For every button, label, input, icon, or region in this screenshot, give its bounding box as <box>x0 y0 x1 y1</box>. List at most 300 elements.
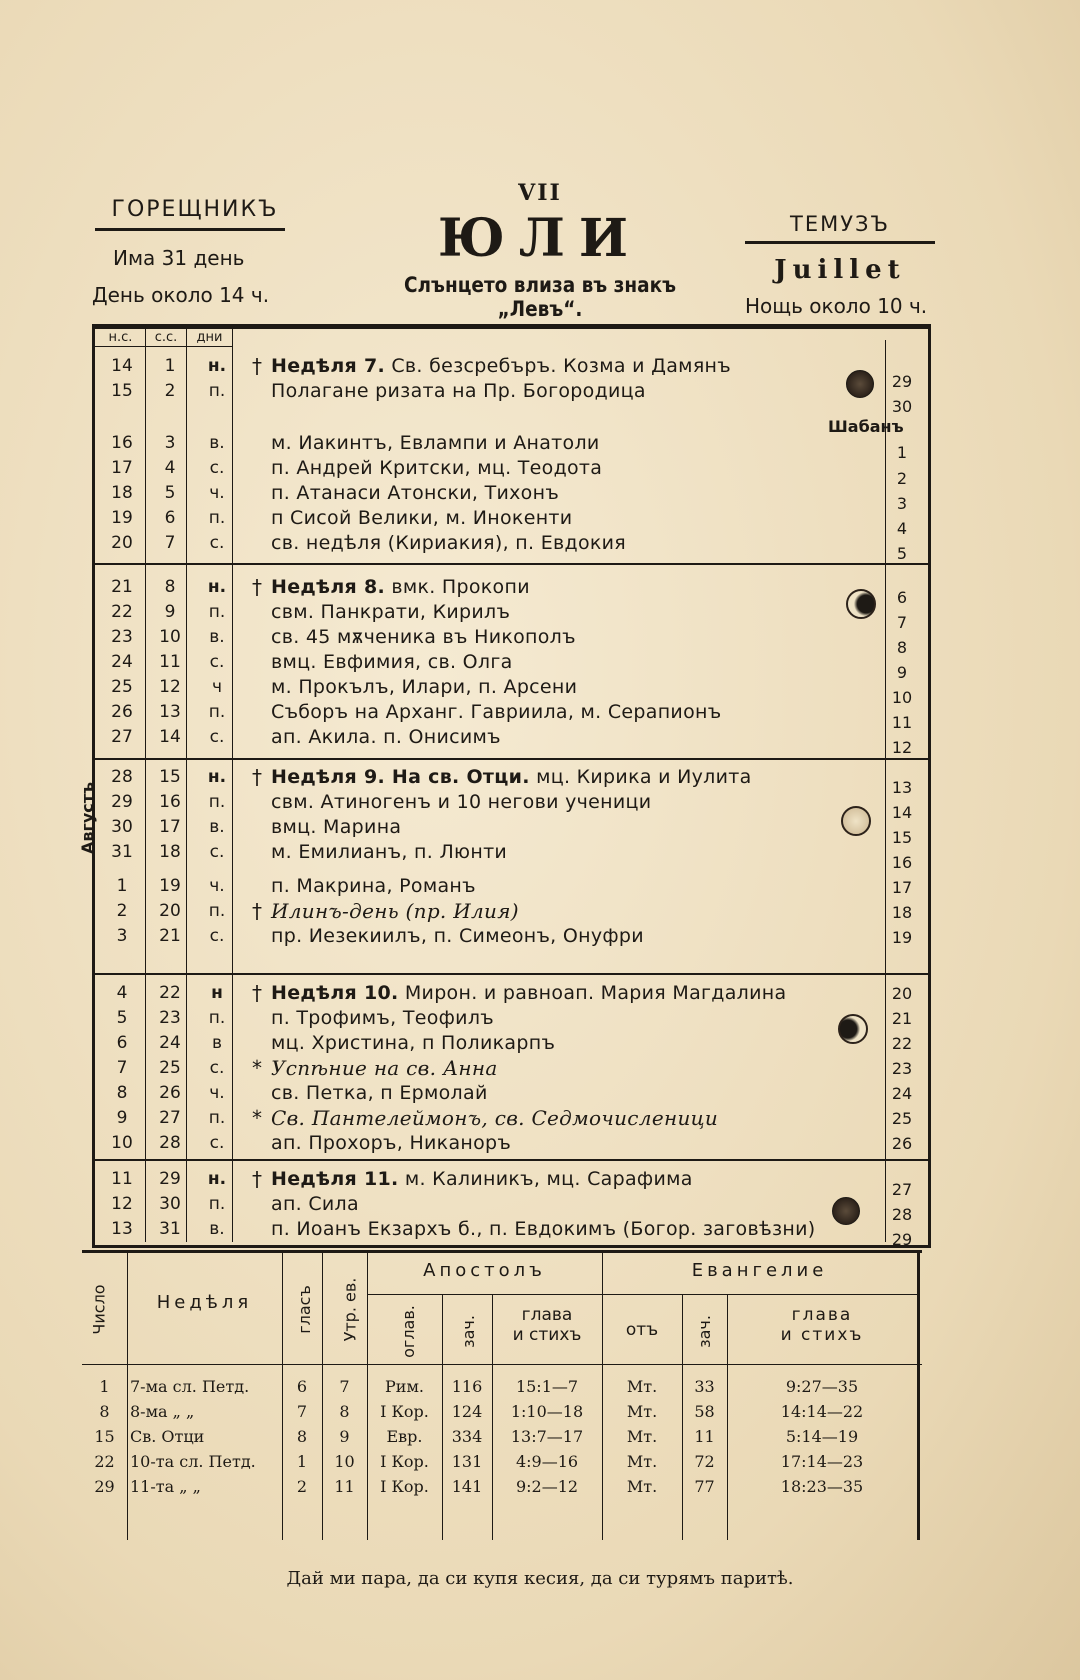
new-style-date: 19 <box>111 508 133 528</box>
saints-of-day <box>271 924 881 949</box>
weekday: п. <box>208 792 226 812</box>
weekday: ч. <box>209 1083 225 1103</box>
sunday-label: Недѣля 11. <box>271 1168 399 1190</box>
week-sep-1 <box>95 563 930 565</box>
reading-morning-gospel: 8 <box>339 1402 350 1421</box>
day-row <box>96 1031 896 1056</box>
august-label: Августъ <box>78 781 97 854</box>
feast-mark: † <box>252 899 262 923</box>
day-row <box>96 1131 896 1156</box>
new-style-date: 6 <box>116 1033 128 1053</box>
reading-apostle-zach: 131 <box>451 1452 483 1471</box>
weekday: с. <box>209 458 225 478</box>
saints-text: п Сисой Велики, м. Инокенти <box>271 507 573 529</box>
old-style-date: 19 <box>159 876 181 896</box>
saints-text: ап. Сила <box>271 1193 359 1215</box>
hijri-day: 4 <box>896 519 908 538</box>
night-length: Нощь около 10 ч. <box>745 294 928 318</box>
old-style-date: 23 <box>159 1008 181 1028</box>
saints-text: п. Андрей Критски, мц. Теодота <box>271 457 603 479</box>
day-row <box>96 600 896 625</box>
old-style-date: 11 <box>159 652 181 672</box>
hijri-day: 13 <box>891 778 913 797</box>
saints-text: св. 45 мѫченика въ Никополъ <box>271 626 576 648</box>
reading-gospel-book: Мт. <box>626 1377 658 1396</box>
feast-mark: † <box>252 981 262 1005</box>
new-style-date: 14 <box>111 356 133 376</box>
day-row <box>96 840 896 865</box>
reading-week: 8-ма „ „ <box>130 1402 195 1421</box>
reading-gospel-zach: 11 <box>694 1427 715 1446</box>
new-style-date: 5 <box>116 1008 128 1028</box>
saints-text: св. недѣля (Кириакия), п. Евдокия <box>271 532 627 554</box>
saints-of-day <box>271 481 881 506</box>
day-row <box>96 675 896 700</box>
hijri-day: 12 <box>891 738 913 757</box>
saints-text: Св. безсребъръ. Козма и Дамянъ <box>384 355 731 377</box>
old-style-date: 20 <box>159 901 181 921</box>
reading-apostle-book: I Кор. <box>380 1452 429 1471</box>
reading-apostle-zach: 124 <box>451 1402 483 1421</box>
reading-morning-gospel: 10 <box>334 1452 355 1471</box>
col-header-days: дни <box>196 330 223 345</box>
day-row <box>96 1167 896 1192</box>
hijri-day: 10 <box>891 688 913 707</box>
sunday-label: Недѣля 9. На св. Отци. <box>271 766 530 788</box>
sun-sign-note: Слънцето влиза въ знакъ „Левъ“. <box>403 273 677 321</box>
weekday: с. <box>209 1058 225 1078</box>
day-row <box>96 575 896 600</box>
tbl-head-rule <box>82 1364 922 1365</box>
weekday: п. <box>208 702 226 722</box>
saints-of-day <box>271 1081 881 1106</box>
right-title-rule-top <box>745 241 935 244</box>
new-moon-icon <box>841 806 871 836</box>
week-sep-4 <box>95 1159 930 1161</box>
new-style-date: 22 <box>111 602 133 622</box>
reading-glas: 8 <box>296 1427 308 1446</box>
weekday: ч <box>211 677 223 697</box>
saints-of-day <box>271 1056 881 1082</box>
new-style-date: 28 <box>111 767 133 787</box>
old-style-date: 13 <box>159 702 181 722</box>
saints-of-day <box>271 531 881 556</box>
saints-of-day <box>271 575 881 600</box>
hijri-day: 3 <box>896 494 908 513</box>
feast-mark: † <box>252 354 262 378</box>
hijri-day: 30 <box>891 397 913 416</box>
month-name-turkish: ТЕМУЗЪ <box>790 212 890 236</box>
hijri-day: 24 <box>891 1084 913 1103</box>
weekday: ч. <box>209 483 225 503</box>
new-style-date: 30 <box>111 817 133 837</box>
saints-of-day <box>271 790 881 815</box>
weekday: с. <box>209 842 225 862</box>
day-row <box>96 790 896 815</box>
old-style-date: 28 <box>159 1133 181 1153</box>
last-quarter-moon-icon <box>846 589 876 619</box>
reading-morning-gospel: 11 <box>334 1477 355 1496</box>
day-row <box>96 815 896 840</box>
old-style-date: 27 <box>159 1108 181 1128</box>
saints-of-day <box>271 431 881 456</box>
day-row <box>96 456 896 481</box>
col-header-old-style: с.с. <box>154 330 178 345</box>
weekday: п. <box>208 381 226 401</box>
weekday: в. <box>209 817 225 837</box>
old-style-date: 31 <box>159 1219 181 1239</box>
day-row <box>96 1106 896 1131</box>
th-chapter: глава и стихъ <box>512 1305 582 1345</box>
days-in-month: Има 31 день <box>113 246 245 270</box>
weekday: п. <box>208 901 226 921</box>
saints-text: м. Прокълъ, Илари, п. Арсени <box>271 676 578 698</box>
new-style-date: 25 <box>111 677 133 697</box>
old-style-date: 25 <box>159 1058 181 1078</box>
old-style-date: 21 <box>159 926 181 946</box>
new-style-date: 9 <box>116 1108 128 1128</box>
saints-text: м. Иакинтъ, Евлампи и Анатоли <box>271 432 600 454</box>
reading-apostle-chapter: 15:1—7 <box>515 1377 579 1396</box>
hijri-day: 15 <box>891 828 913 847</box>
hijri-day: 7 <box>896 613 908 632</box>
reading-glas: 1 <box>296 1452 308 1471</box>
weekday: н. <box>207 356 227 376</box>
weekday: н <box>211 983 223 1003</box>
old-style-date: 16 <box>159 792 181 812</box>
old-style-date: 9 <box>164 602 176 622</box>
reading-gospel-chapter: 17:14—23 <box>780 1452 864 1471</box>
reading-apostle-zach: 334 <box>451 1427 483 1446</box>
reading-apostle-zach: 141 <box>451 1477 483 1496</box>
reading-apostle-chapter: 13:7—17 <box>510 1427 584 1446</box>
new-style-date: 21 <box>111 577 133 597</box>
saints-of-day <box>271 725 881 750</box>
hijri-day: 17 <box>891 878 913 897</box>
hijri-day: 9 <box>896 663 908 682</box>
hijri-day: 8 <box>896 638 908 657</box>
reading-gospel-chapter: 9:27—35 <box>785 1377 859 1396</box>
new-style-date: 4 <box>116 983 128 1003</box>
day-row <box>96 981 896 1006</box>
new-style-date: 15 <box>111 381 133 401</box>
saints-of-day <box>271 650 881 675</box>
hijri-month-label: Шабанъ <box>828 417 904 436</box>
hijri-day: 6 <box>896 588 908 607</box>
day-row <box>96 625 896 650</box>
th-morning-gospel: Утр. ев. <box>340 1277 360 1342</box>
old-style-date: 8 <box>164 577 176 597</box>
day-row <box>96 765 896 790</box>
feast-mark: † <box>252 765 262 789</box>
hijri-day: 21 <box>891 1009 913 1028</box>
reading-number: 22 <box>94 1452 115 1471</box>
reading-week: 7-ма сл. Петд. <box>130 1377 250 1396</box>
new-style-date: 17 <box>111 458 133 478</box>
saints-of-day <box>271 1131 881 1156</box>
hijri-day: 5 <box>896 544 908 563</box>
weekday: в. <box>209 1219 225 1239</box>
new-style-date: 27 <box>111 727 133 747</box>
day-row <box>96 924 896 949</box>
saints-text: Съборъ на Арханг. Гавриила, м. Серапионъ <box>271 701 722 723</box>
old-style-date: 10 <box>159 627 181 647</box>
saints-text: свм. Панкрати, Кирилъ <box>271 601 511 623</box>
day-row <box>96 700 896 725</box>
new-style-date: 1 <box>116 876 128 896</box>
saints-text: Мирон. и равноап. Мария Магдалина <box>398 982 787 1004</box>
weekday: с. <box>209 533 225 553</box>
saints-of-day <box>271 456 881 481</box>
saints-text: Полагане ризата на Пр. Богородица <box>271 380 646 402</box>
old-style-date: 2 <box>164 381 176 401</box>
th-from: отъ <box>625 1320 659 1340</box>
reading-week: Св. Отци <box>130 1427 205 1446</box>
old-style-date: 3 <box>164 433 176 453</box>
saints-text: п. Трофимъ, Теофилъ <box>271 1007 495 1029</box>
th-title: оглав. <box>398 1305 418 1358</box>
col-header-new-style: н.с. <box>108 330 133 345</box>
old-style-date: 18 <box>159 842 181 862</box>
new-style-date: 7 <box>116 1058 128 1078</box>
saints-of-day <box>271 1217 881 1242</box>
weekday: с. <box>209 926 225 946</box>
reading-gospel-chapter: 18:23—35 <box>780 1477 864 1496</box>
hijri-day: 22 <box>891 1034 913 1053</box>
saints-text: п. Атанаси Атонски, Тихонъ <box>271 482 560 504</box>
weekday: с. <box>209 1133 225 1153</box>
day-row <box>96 1217 896 1242</box>
reading-apostle-book: I Кор. <box>380 1477 429 1496</box>
saints-text: Успѣние на св. Анна <box>271 1056 498 1080</box>
reading-apostle-zach: 116 <box>451 1377 483 1396</box>
weekday: в. <box>209 433 225 453</box>
th-zach2: зач. <box>694 1315 714 1348</box>
sunday-label: Недѣля 7. <box>271 355 385 377</box>
saints-text: свм. Атиногенъ и 10 негови ученици <box>271 791 652 813</box>
reading-gospel-zach: 77 <box>694 1477 715 1496</box>
old-style-date: 24 <box>159 1033 181 1053</box>
old-style-date: 1 <box>164 356 176 376</box>
saints-of-day <box>271 600 881 625</box>
full-moon-icon-2 <box>832 1197 860 1225</box>
saints-text: вмк. Прокопи <box>384 576 530 598</box>
old-style-date: 17 <box>159 817 181 837</box>
reading-gospel-zach: 58 <box>694 1402 715 1421</box>
day-row <box>96 1006 896 1031</box>
new-style-date: 26 <box>111 702 133 722</box>
new-style-date: 16 <box>111 433 133 453</box>
weekday: п. <box>208 1008 226 1028</box>
reading-gospel-zach: 33 <box>694 1377 715 1396</box>
reading-number: 1 <box>99 1377 110 1396</box>
saints-of-day <box>271 765 881 790</box>
hijri-day: 29 <box>891 372 913 391</box>
day-row <box>96 481 896 506</box>
saints-text: п. Иоанъ Екзархъ б., п. Евдокимъ (Богор. заговѣзни) <box>271 1218 816 1240</box>
weekday: в. <box>209 627 225 647</box>
new-style-date: 3 <box>116 926 128 946</box>
reading-number: 15 <box>94 1427 115 1446</box>
th-chapter2: глава и стихъ <box>780 1305 864 1345</box>
feast-mark: * <box>252 1056 262 1080</box>
saints-text: вмц. Евфимия, св. Олга <box>271 651 513 673</box>
saints-of-day <box>271 1106 881 1132</box>
th-zach: зач. <box>458 1315 478 1348</box>
weekday: н. <box>207 1169 227 1189</box>
hijri-day: 11 <box>891 713 913 732</box>
saints-of-day <box>271 675 881 700</box>
month-name-french: Juillet <box>774 255 906 285</box>
day-row <box>96 899 896 924</box>
reading-gospel-book: Мт. <box>626 1427 658 1446</box>
weekday: в <box>211 1033 223 1053</box>
old-style-date: 15 <box>159 767 181 787</box>
saints-of-day <box>271 1167 881 1192</box>
saints-text: ап. Акила. п. Онисимъ <box>271 726 501 748</box>
old-style-date: 5 <box>164 483 176 503</box>
weekday: ч. <box>209 876 225 896</box>
hijri-day: 18 <box>891 903 913 922</box>
new-style-date: 31 <box>111 842 133 862</box>
weekday: н. <box>207 577 227 597</box>
first-quarter-moon-icon <box>838 1014 868 1044</box>
full-moon-icon <box>846 370 874 398</box>
day-row <box>96 354 896 379</box>
hijri-day: 19 <box>891 928 913 947</box>
month-title: ЮЛИ <box>437 208 643 269</box>
day-row <box>96 379 896 404</box>
saints-of-day <box>271 506 881 531</box>
col-header-rule <box>95 346 233 347</box>
readings-table <box>82 1250 922 1545</box>
weekday: п. <box>208 602 226 622</box>
reading-glas: 7 <box>296 1402 308 1421</box>
reading-apostle-book: Евр. <box>386 1427 423 1446</box>
reading-morning-gospel: 9 <box>339 1427 350 1446</box>
saints-of-day <box>271 981 881 1006</box>
reading-glas: 2 <box>296 1477 308 1496</box>
old-style-date: 14 <box>159 727 181 747</box>
saints-text: м. Емилианъ, п. Люнти <box>271 841 508 863</box>
day-row <box>96 431 896 456</box>
reading-gospel-book: Мт. <box>626 1452 658 1471</box>
saints-of-day <box>271 354 881 379</box>
hijri-day: 29 <box>891 1230 913 1249</box>
feast-mark: † <box>252 575 262 599</box>
month-name-old: ГОРЕЩНИКЪ <box>111 197 279 222</box>
feast-mark: † <box>252 1167 262 1191</box>
day-row <box>96 1056 896 1081</box>
day-row <box>96 506 896 531</box>
tbl-subhead-rule <box>367 1294 917 1295</box>
reading-gospel-chapter: 14:14—22 <box>780 1402 864 1421</box>
footer-proverb: Дай ми пара, да си купя кесия, да си турямъ паритѣ. <box>286 1568 794 1589</box>
saints-text: мц. Христина, п Поликарпъ <box>271 1032 556 1054</box>
saints-text: мц. Кирика и Иулита <box>529 766 752 788</box>
month-roman-numeral: VII <box>518 180 562 206</box>
left-title-rule <box>95 228 285 231</box>
weekday: с. <box>209 727 225 747</box>
day-row <box>96 531 896 556</box>
feast-mark: * <box>252 1106 262 1130</box>
new-style-date: 29 <box>111 792 133 812</box>
weekday: н. <box>207 767 227 787</box>
old-style-date: 29 <box>159 1169 181 1189</box>
saints-of-day <box>271 379 881 404</box>
old-style-date: 30 <box>159 1194 181 1214</box>
day-length: День около 14 ч. <box>92 283 270 307</box>
hijri-day: 2 <box>896 469 908 488</box>
saints-of-day <box>271 700 881 725</box>
weekday: п. <box>208 508 226 528</box>
th-apostle: Апостолъ <box>423 1260 546 1281</box>
saints-of-day <box>271 815 881 840</box>
saints-of-day <box>271 625 881 650</box>
hijri-day: 28 <box>891 1205 913 1224</box>
day-row <box>96 650 896 675</box>
reading-apostle-chapter: 4:9—16 <box>515 1452 579 1471</box>
th-week: Недѣля <box>156 1292 253 1313</box>
old-style-date: 7 <box>164 533 176 553</box>
sunday-label: Недѣля 8. <box>271 576 385 598</box>
weekday: с. <box>209 652 225 672</box>
saints-text: ап. Прохоръ, Никаноръ <box>271 1132 512 1154</box>
reading-number: 8 <box>99 1402 110 1421</box>
day-row <box>96 1192 896 1217</box>
reading-gospel-book: Мт. <box>626 1477 658 1496</box>
saints-text: Илинъ-день (пр. Илия) <box>271 899 519 923</box>
new-style-date: 8 <box>116 1083 128 1103</box>
new-style-date: 13 <box>111 1219 133 1239</box>
old-style-date: 26 <box>159 1083 181 1103</box>
reading-apostle-chapter: 1:10—18 <box>510 1402 584 1421</box>
saints-text: Св. Пантелеймонъ, св. Седмочисленици <box>271 1106 719 1130</box>
weekday: п. <box>208 1194 226 1214</box>
th-glas: гласъ <box>294 1285 314 1334</box>
old-style-date: 22 <box>159 983 181 1003</box>
saints-text: св. Петка, п Ермолай <box>271 1082 488 1104</box>
saints-of-day <box>271 1031 881 1056</box>
tbl-right-border <box>917 1250 920 1540</box>
day-row <box>96 1081 896 1106</box>
reading-gospel-zach: 72 <box>694 1452 715 1471</box>
hijri-day: 26 <box>891 1134 913 1153</box>
saints-text: м. Калиникъ, мц. Сарафима <box>398 1168 693 1190</box>
old-style-date: 12 <box>159 677 181 697</box>
new-style-date: 20 <box>111 533 133 553</box>
reading-gospel-book: Мт. <box>626 1402 658 1421</box>
day-row <box>96 725 896 750</box>
saints-of-day <box>271 840 881 865</box>
new-style-date: 2 <box>116 901 128 921</box>
reading-week: 11-та „ „ <box>130 1477 201 1496</box>
hijri-day: 1 <box>896 443 908 462</box>
hijri-day: 25 <box>891 1109 913 1128</box>
saints-of-day <box>271 1006 881 1031</box>
reading-apostle-chapter: 9:2—12 <box>515 1477 579 1496</box>
hijri-day: 20 <box>891 984 913 1003</box>
hijri-day: 27 <box>891 1180 913 1199</box>
reading-morning-gospel: 7 <box>339 1377 350 1396</box>
reading-gospel-chapter: 5:14—19 <box>785 1427 859 1446</box>
th-gospel: Евангелие <box>691 1260 828 1281</box>
saints-of-day <box>271 1192 881 1217</box>
reading-apostle-book: I Кор. <box>380 1402 429 1421</box>
old-style-date: 6 <box>164 508 176 528</box>
hijri-day: 16 <box>891 853 913 872</box>
reading-apostle-book: Рим. <box>385 1377 424 1396</box>
